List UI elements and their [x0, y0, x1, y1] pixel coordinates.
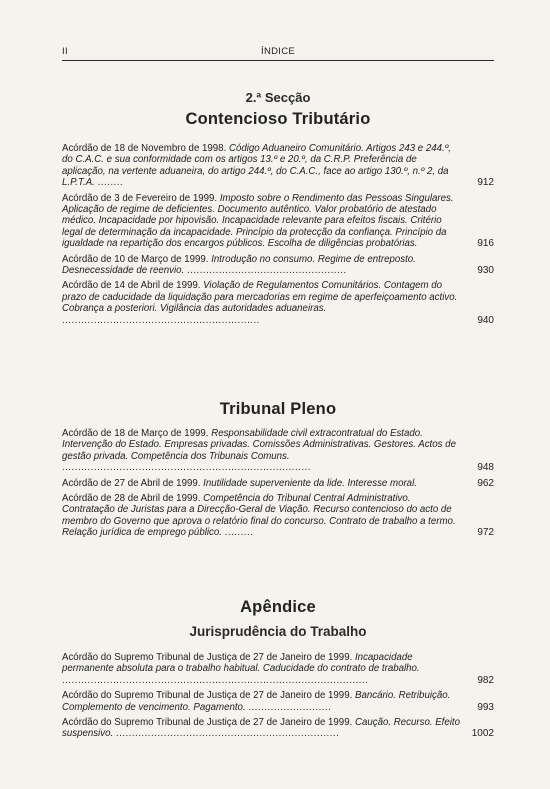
section-label: 2.ª Secção: [245, 90, 311, 105]
index-entry[interactable]: [62, 493, 494, 539]
running-title: ÍNDICE: [261, 46, 295, 57]
entry-page: 993: [477, 701, 494, 713]
entry-subject: Incapacidade permanente absoluta para o trabalho habitual. Caducidade do contrato de trabalho.: [62, 652, 420, 675]
entry-lead: Acórdão do Supremo Tribunal de Justiça de 27 de Janeiro de 1999.: [62, 690, 353, 702]
entry-lead: Acórdão de 3 de Fevereiro de 1999.: [62, 192, 218, 204]
entry-lead: Acórdão de 18 de Março de 1999.: [62, 428, 209, 439]
page-number: II: [62, 46, 68, 57]
section-title: Tribunal Pleno: [219, 400, 337, 418]
leader-dots: ..........................: [248, 701, 332, 713]
entry-text: [62, 193, 460, 250]
entry-page: 1002: [471, 728, 494, 740]
leader-dots: ..................................................: [186, 265, 347, 277]
entry-lead: Acórdão de 10 de Março de 1999.: [62, 253, 209, 265]
entry-lead: Acórdão do Supremo Tribunal de Justiça de 27 de Janeiro de 1999.: [62, 652, 353, 663]
section-subtitle: Jurisprudência do Trabalho: [189, 624, 367, 639]
index-entry[interactable]: [62, 280, 494, 326]
index-entry[interactable]: [62, 254, 494, 277]
index-entry[interactable]: [62, 690, 494, 713]
entry-lead: Acórdão de 14 de Abril de 1999.: [62, 280, 201, 292]
leader-dots: ..............................................................................: [62, 462, 311, 474]
entry-text: [62, 143, 460, 189]
entry-lead: Acórdão de 28 de Abril de 1999.: [62, 493, 201, 505]
section-contencioso-tributario: [62, 90, 494, 330]
entry-subject: Código Aduaneiro Comunitário. Artigos 243 e 244.º, do C.A.C. e sua conformidade com os artigos 13.º e 20.º, da C.R.P. Preferência de aplicação, na vertente aduaneira, do artigo 244.º, do C.A.C., face ao artigo 130.º, n.º 2, da L.P.T.A.: [62, 143, 451, 189]
entry-subject: Competência do Tribunal Central Administrativo. Contratação de Juristas para a Direcção-Geral de Viação. Recurso contencioso do acto de membro do Governo que aprova o relatório final do concurso. Contrato de trabalho a termo. Relação jurídica de emprego público.: [62, 493, 456, 539]
entry-lead: Acórdão de 18 de Novembro de 1998.: [62, 143, 227, 154]
section-title: Apêndice: [240, 598, 316, 616]
section-apendice: [62, 598, 494, 744]
section-title: Contencioso Tributário: [185, 110, 371, 128]
section-tribunal-pleno: [62, 400, 494, 543]
entry-text: [62, 254, 460, 277]
leader-dots: ......................................................................: [115, 728, 340, 740]
index-entry[interactable]: [62, 193, 494, 250]
entry-text: [62, 493, 460, 539]
index-entry[interactable]: [62, 478, 494, 489]
leader-dots: ................................................................................................: [62, 674, 369, 686]
entry-page: 982: [477, 674, 494, 686]
page-header: [62, 44, 494, 61]
entry-page: 940: [477, 314, 494, 326]
entry-text: [62, 652, 460, 686]
entry-subject: Inutilidade superveniente da lide. Interesse moral.: [203, 477, 417, 489]
leader-dots: ..............................................................: [62, 314, 260, 326]
entry-lead: Acórdão do Supremo Tribunal de Justiça de 27 de Janeiro de 1999.: [62, 717, 353, 729]
entry-subject: Caução. Recurso. Efeito suspensivo.: [62, 717, 460, 740]
entry-text: [62, 690, 460, 713]
entry-subject: Imposto sobre o Rendimento das Pessoas Singulares. Aplicação de regime de deficientes. Documento autêntico. Valor probatório de atestado médico. Incapacidade por hipovisão. Incapacidade relevante para efeitos fiscais. Critério legal de determinação da incapacidade. Princípio da protecção da confiança. Princípio da igualdade na repartição dos encargos públicos. Escolha de diligências probatórias.: [62, 192, 454, 250]
entry-page: 916: [477, 238, 494, 250]
entry-page: 948: [477, 462, 494, 474]
entry-text: [62, 280, 460, 326]
entry-page: 972: [477, 527, 494, 539]
entry-text: [62, 428, 460, 474]
entry-lead: Acórdão de 27 de Abril de 1999.: [62, 477, 201, 489]
entry-subject: Introdução no consumo. Regime de entreposto. Desnecessidade de reenvio.: [62, 253, 416, 277]
index-entry[interactable]: [62, 428, 494, 474]
entry-subject: Violação de Regulamentos Comunitários. Contagem do prazo de caducidade da liquidação para mercadorias em regime de aperfeiçoamento activo. Cobrança a posteriori. Vigilância das autoridades aduaneiras.: [62, 280, 458, 315]
entry-text: [62, 717, 460, 740]
entry-subject: Bancário. Retribuição. Complemento de vencimento. Pagamento.: [62, 690, 451, 713]
index-entry[interactable]: [62, 652, 494, 686]
index-entry[interactable]: [62, 717, 494, 740]
entry-text: [62, 478, 460, 489]
entry-page: 962: [477, 477, 494, 489]
leader-dots: .........: [224, 527, 254, 539]
entry-page: 912: [477, 177, 494, 189]
entry-page: 930: [477, 265, 494, 277]
leader-dots: ........: [97, 177, 124, 189]
entry-subject: Responsabilidade civil extracontratual do Estado. Intervenção do Estado. Empresas privadas. Comissões Administrativas. Gestores. Actos de gestão privada. Competência dos Tribunais Comuns.: [62, 428, 456, 462]
index-entry[interactable]: [62, 143, 494, 189]
